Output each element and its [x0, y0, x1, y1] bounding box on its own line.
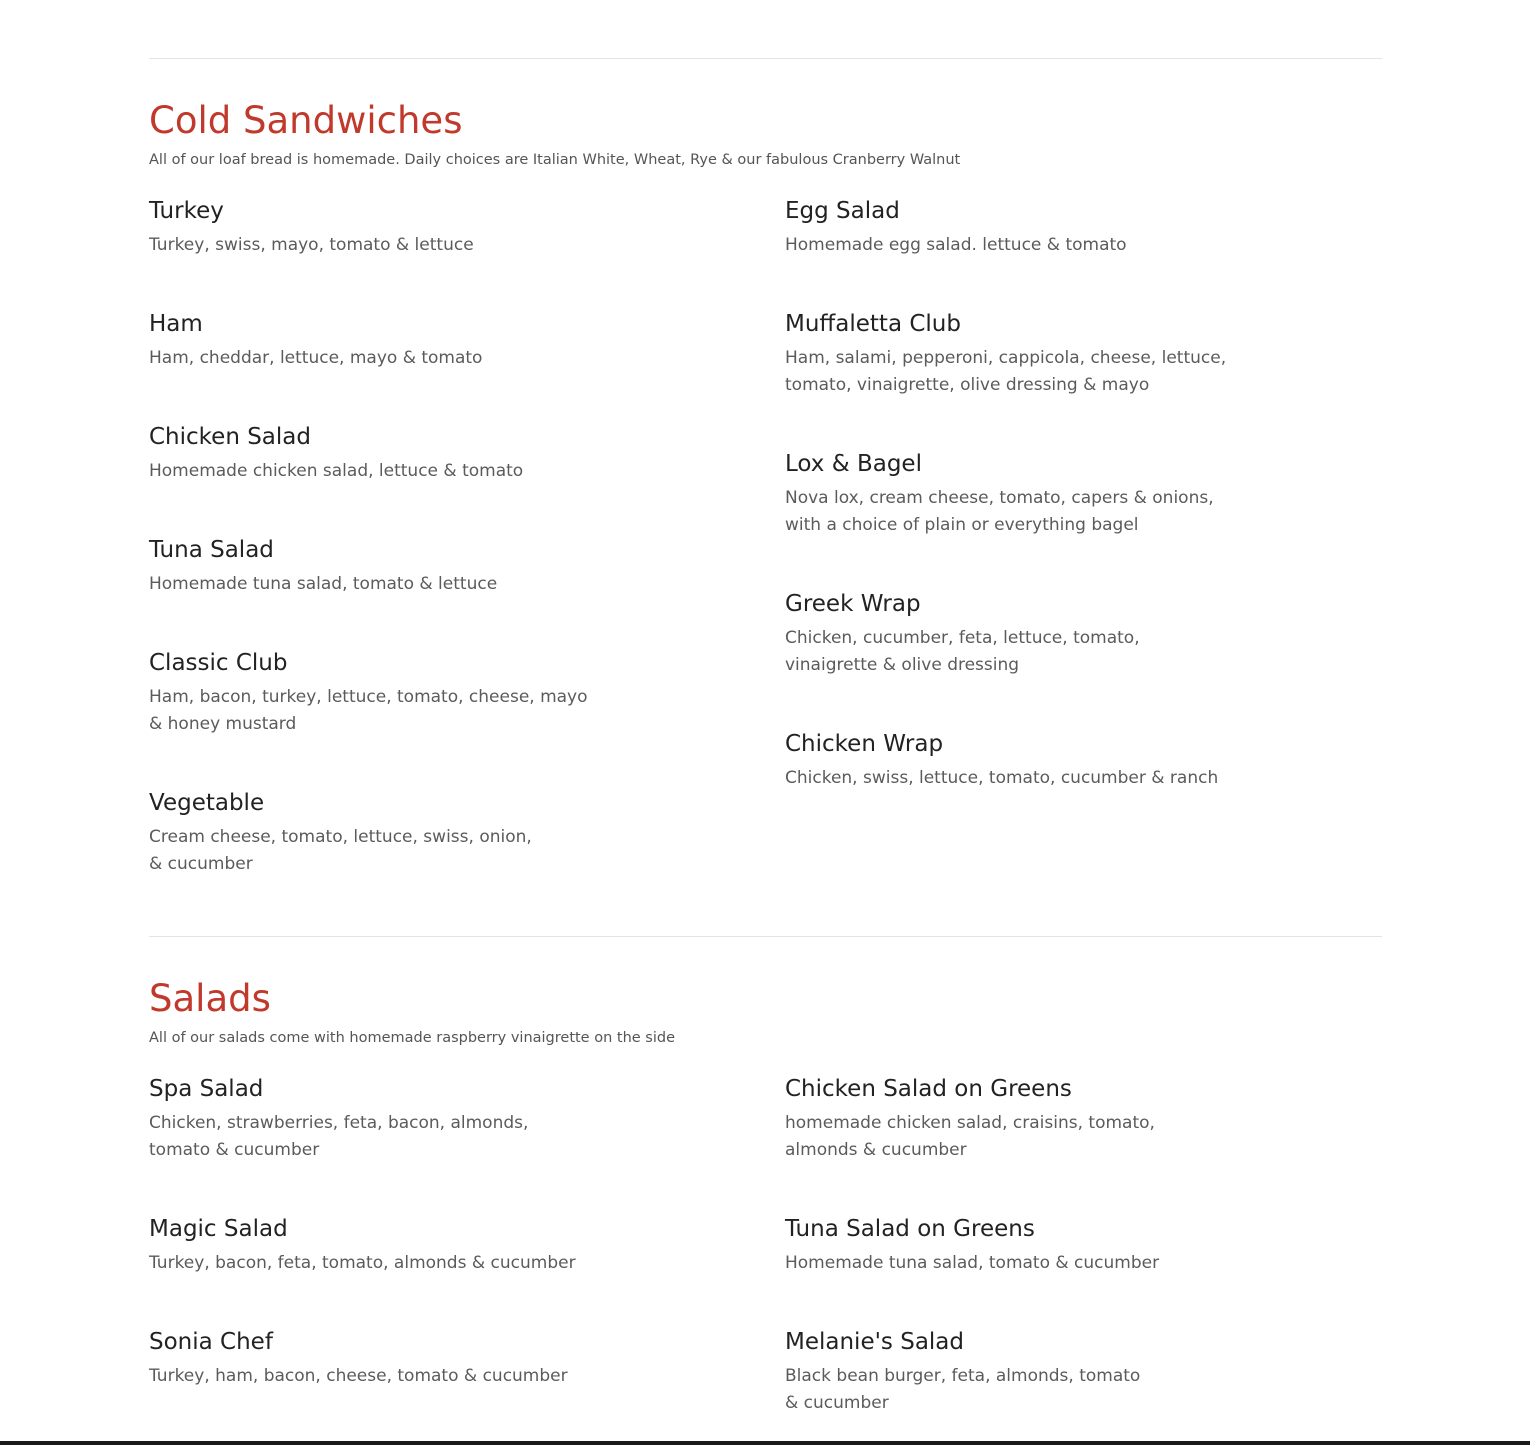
section-divider	[149, 58, 1382, 59]
menu-item-description: Ham, bacon, turkey, lettuce, tomato, cheese, mayo & honey mustard	[149, 687, 588, 734]
menu-item-name: Magic Salad	[149, 1216, 288, 1242]
menu-item-magic-salad	[149, 1214, 576, 1277]
menu-item-greek-wrap	[785, 589, 1140, 679]
menu-item-description: Turkey, swiss, mayo, tomato & lettuce	[149, 235, 474, 255]
section-subtitle-salads: All of our salads come with homemade raspberry vinaigrette on the side	[149, 1030, 676, 1046]
section-divider	[149, 936, 1382, 937]
menu-item-description: Chicken, strawberries, feta, bacon, almonds, tomato & cucumber	[149, 1113, 529, 1160]
menu-item-name: Melanie's Salad	[785, 1329, 964, 1355]
menu-item-tuna-salad-on-greens	[785, 1214, 1159, 1277]
menu-item-melanies-salad	[785, 1327, 1140, 1417]
section-title-cold-sandwiches: Cold Sandwiches	[149, 99, 463, 142]
menu-item-description: Cream cheese, tomato, lettuce, swiss, onion, & cucumber	[149, 827, 532, 874]
menu-item-description: Turkey, ham, bacon, cheese, tomato & cucumber	[149, 1366, 568, 1386]
menu-item-name: Ham	[149, 311, 203, 337]
menu-item-chicken-salad-on-greens	[785, 1074, 1155, 1164]
menu-item-name: Tuna Salad on Greens	[785, 1216, 1035, 1242]
menu-item-description: Turkey, bacon, feta, tomato, almonds & cucumber	[149, 1253, 576, 1273]
menu-item-name: Turkey	[149, 198, 224, 224]
page-bottom-border	[0, 1441, 1530, 1445]
menu-item-description: Chicken, cucumber, feta, lettuce, tomato, vinaigrette & olive dressing	[785, 628, 1140, 675]
menu-item-description: Black bean burger, feta, almonds, tomato & cucumber	[785, 1366, 1141, 1413]
menu-item-name: Tuna Salad	[149, 537, 274, 563]
menu-item-name: Chicken Salad	[149, 424, 311, 450]
menu-item-egg-salad	[785, 196, 1127, 259]
menu-item-name: Egg Salad	[785, 198, 900, 224]
menu-item-name: Spa Salad	[149, 1076, 264, 1102]
menu-item-name: Greek Wrap	[785, 591, 921, 617]
menu-item-chicken-wrap	[785, 729, 1218, 792]
menu-item-ham	[149, 309, 482, 372]
menu-item-description: Homemade tuna salad, tomato & lettuce	[149, 574, 498, 594]
menu-item-name: Classic Club	[149, 650, 288, 676]
menu-item-tuna-salad	[149, 535, 497, 598]
menu-item-name: Lox & Bagel	[785, 451, 922, 477]
menu-item-spa-salad	[149, 1074, 528, 1164]
section-subtitle-cold-sandwiches: All of our loaf bread is homemade. Daily choices are Italian White, Wheat, Rye & our fabulous Cranberry Walnut	[149, 152, 961, 168]
menu-item-description: Homemade egg salad. lettuce & tomato	[785, 235, 1127, 255]
menu-item-muffaletta-club	[785, 309, 1226, 399]
menu-item-turkey	[149, 196, 474, 259]
menu-item-lox-bagel	[785, 449, 1214, 539]
menu-item-name: Vegetable	[149, 790, 265, 816]
menu-item-classic-club	[149, 648, 588, 738]
menu-item-vegetable	[149, 788, 532, 878]
menu-item-description: Chicken, swiss, lettuce, tomato, cucumber & ranch	[785, 768, 1219, 788]
menu-item-description: Nova lox, cream cheese, tomato, capers & onions, with a choice of plain or everything bagel	[785, 488, 1214, 535]
menu-item-name: Chicken Wrap	[785, 731, 944, 757]
menu-item-description: Homemade tuna salad, tomato & cucumber	[785, 1253, 1160, 1273]
menu-item-name: Chicken Salad on Greens	[785, 1076, 1072, 1102]
menu-item-sonia-chef	[149, 1327, 568, 1390]
menu-item-description: Ham, cheddar, lettuce, mayo & tomato	[149, 348, 483, 368]
menu-item-name: Muffaletta Club	[785, 311, 961, 337]
section-title-salads: Salads	[149, 977, 271, 1020]
menu-item-name: Sonia Chef	[149, 1329, 273, 1355]
menu-item-description: Homemade chicken salad, lettuce & tomato	[149, 461, 524, 481]
menu-item-description: homemade chicken salad, craisins, tomato, almonds & cucumber	[785, 1113, 1155, 1160]
menu-item-description: Ham, salami, pepperoni, cappicola, cheese, lettuce, tomato, vinaigrette, olive dressing & mayo	[785, 348, 1227, 395]
menu-item-chicken-salad	[149, 422, 523, 485]
